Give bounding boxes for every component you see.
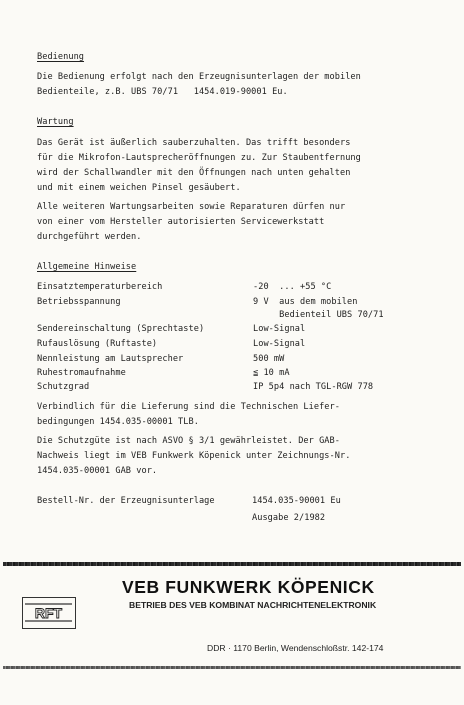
wartung-p1-line-4: und mit einem weichen Pinsel gesäubert. [37,183,241,193]
footer-top-rule [3,562,461,566]
spec-value: Bedienteil UBS 70/71 [253,310,384,320]
company-address: DDR · 1170 Berlin, Wendenschloßstr. 142-174 [207,643,384,653]
wartung-p1-line-3: wird der Schallwandler mit den Öffnungen nach unten gehalten [37,168,351,178]
wartung-p1-line-2: für die Mikrofon-Lautsprecheröffnungen zu. Zur Staubentfernung [37,153,361,163]
spec-label: Schutzgrad [37,382,90,392]
hinweise-p2-line-3: 1454.035-00001 GAB vor. [37,466,158,476]
spec-label: Sendereinschaltung (Sprechtaste) [37,324,205,334]
wartung-p2-line-2: von einer vom Hersteller autorisierten Servicewerkstatt [37,217,325,227]
company-name: VEB FUNKWERK KÖPENICK [122,577,375,597]
spec-label: Betriebsspannung [37,297,121,307]
bedienung-line-1: Die Bedienung erfolgt nach den Erzeugnisunterlagen der mobilen [37,72,361,82]
bedienung-line-2: Bedienteile, z.B. UBS 70/71 1454.019-90001 Eu. [37,87,288,97]
spec-value: -20 ... +55 °C [253,282,332,292]
spec-label: Rufauslösung (Ruftaste) [37,339,158,349]
spec-label: Ruhestromaufnahme [37,368,126,378]
order-label: Bestell-Nr. der Erzeugnisunterlage [37,496,215,506]
hinweise-p1-line-2: bedingungen 1454.035-00001 TLB. [37,417,199,427]
footer-bottom-rule [3,666,461,669]
spec-label: Nennleistung am Lautsprecher [37,354,184,364]
wartung-p1-line-1: Das Gerät ist äußerlich sauberzuhalten. Das trifft besonders [37,138,351,148]
spec-value: Low-Signal [253,324,306,334]
spec-label: Einsatztemperaturbereich [37,282,163,292]
order-number: 1454.035-90001 Eu [252,496,341,506]
spec-value: Low-Signal [253,339,306,349]
heading-bedienung: Bedienung [37,52,85,62]
wartung-p2-line-3: durchgeführt werden. [37,232,142,242]
rft-logo-text: RFT [34,605,63,621]
spec-value: 9 V aus dem mobilen [253,297,358,307]
hinweise-p2-line-2: Nachweis liegt im VEB Funkwerk Köpenick unter Zeichnungs-Nr. [37,451,351,461]
wartung-p2-line-1: Alle weiteren Wartungsarbeiten sowie Reparaturen dürfen nur [37,202,346,212]
spec-value: IP 5p4 nach TGL-RGW 778 [253,382,374,392]
spec-value: 500 mW [253,354,285,364]
company-subtitle: BETRIEB DES VEB KOMBINAT NACHRICHTENELEKTRONIK [129,600,377,610]
spec-value: ≦ 10 mA [253,368,290,378]
edition: Ausgabe 2/1982 [252,513,326,523]
rft-logo-icon [23,598,74,627]
hinweise-p2-line-1: Die Schutzgüte ist nach ASVO § 3/1 gewährleistet. Der GAB- [37,436,340,446]
heading-wartung: Wartung [37,117,74,127]
heading-allgemeine-hinweise: Allgemeine Hinweise [37,262,137,272]
hinweise-p1-line-1: Verbindlich für die Lieferung sind die Technischen Liefer- [37,402,340,412]
rft-logo [22,597,76,629]
